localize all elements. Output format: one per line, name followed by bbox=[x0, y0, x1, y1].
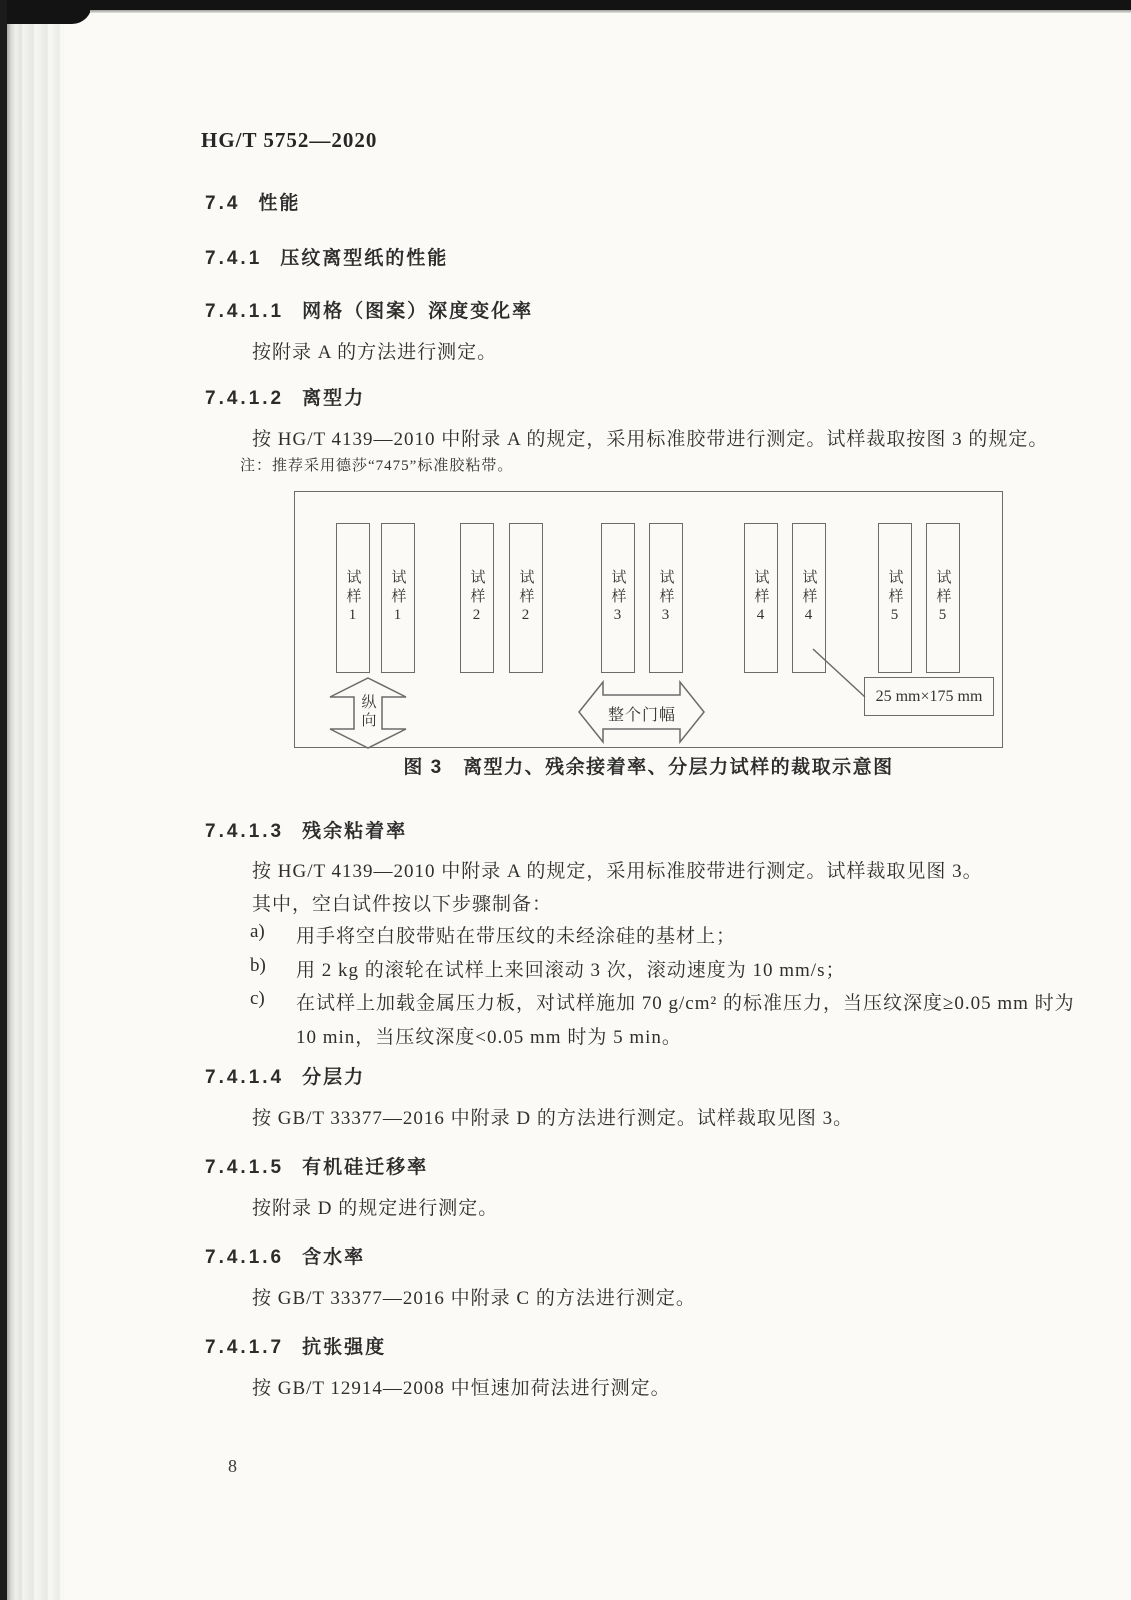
note-line: 注：推荐采用德莎“7475”标准胶粘带。 bbox=[240, 458, 514, 474]
section-title: 含水率 bbox=[302, 1247, 366, 1268]
sample-label: 试样2 bbox=[517, 569, 534, 627]
section-number: 7.4.1.2 bbox=[205, 388, 285, 409]
sample-box bbox=[649, 523, 683, 673]
section-heading-7-4 bbox=[205, 188, 300, 215]
sample-label: 试样1 bbox=[389, 569, 406, 627]
sample-label: 试样5 bbox=[886, 569, 903, 627]
sample-label: 试样2 bbox=[468, 569, 485, 627]
machine-direction-label: 纵向 bbox=[359, 694, 376, 730]
section-title: 抗张强度 bbox=[302, 1337, 387, 1358]
list-item-label: a) bbox=[250, 921, 265, 942]
sample-box bbox=[381, 523, 415, 673]
section-heading-7-4-1-2 bbox=[205, 383, 365, 410]
section-number: 7.4 bbox=[205, 193, 241, 214]
section-number: 7.4.1.4 bbox=[205, 1067, 285, 1088]
section-heading-7-4-1-7 bbox=[205, 1332, 386, 1359]
section-heading-7-4-1-5 bbox=[205, 1152, 428, 1179]
section-heading-7-4-1-3 bbox=[205, 816, 407, 843]
doc-code: HG/T 5752—2020 bbox=[201, 128, 378, 152]
paragraph: 按 GB/T 33377—2016 中附录 C 的方法进行测定。 bbox=[252, 1288, 696, 1309]
section-title: 残余粘着率 bbox=[302, 821, 408, 842]
sample-box bbox=[878, 523, 912, 673]
section-heading-7-4-1-4 bbox=[205, 1062, 365, 1089]
page-number: 8 bbox=[228, 1456, 237, 1476]
section-title: 压纹离型纸的性能 bbox=[280, 248, 449, 269]
section-title: 网格（图案）深度变化率 bbox=[302, 301, 534, 322]
size-callout-text: 25 mm×175 mm bbox=[875, 687, 983, 705]
sample-box bbox=[926, 523, 960, 673]
list-item-label: b) bbox=[250, 955, 266, 976]
section-number: 7.4.1 bbox=[205, 248, 263, 269]
figure-caption: 图 3 离型力、残余接着率、分层力试样的裁取示意图 bbox=[403, 757, 894, 778]
paragraph: 按附录 A 的方法进行测定。 bbox=[252, 342, 498, 363]
sample-label: 试样4 bbox=[800, 569, 817, 627]
sample-box bbox=[792, 523, 826, 673]
section-title: 离型力 bbox=[302, 388, 366, 409]
scan-top-border bbox=[0, 0, 1131, 10]
sample-box bbox=[744, 523, 778, 673]
page-stack-edges bbox=[7, 12, 67, 1600]
paragraph: 按 GB/T 33377—2016 中附录 D 的方法进行测定。试样裁取见图 3。 bbox=[252, 1108, 854, 1129]
sample-label: 试样3 bbox=[657, 569, 674, 627]
section-number: 7.4.1.3 bbox=[205, 821, 285, 842]
list-item-text: 用手将空白胶带贴在带压纹的未经涂硅的基材上； bbox=[296, 926, 737, 947]
paragraph: 按 GB/T 12914—2008 中恒速加荷法进行测定。 bbox=[252, 1378, 671, 1399]
sample-label: 试样5 bbox=[934, 569, 951, 627]
section-number: 7.4.1.6 bbox=[205, 1247, 285, 1268]
section-heading-7-4-1-6 bbox=[205, 1242, 365, 1269]
scan-left-border bbox=[0, 0, 7, 1600]
sample-label: 试样4 bbox=[752, 569, 769, 627]
section-number: 7.4.1.7 bbox=[205, 1337, 285, 1358]
sample-box bbox=[601, 523, 635, 673]
figure-3 bbox=[294, 491, 1003, 748]
page-top-edge bbox=[90, 10, 1131, 13]
paragraph: 按 HG/T 4139—2010 中附录 A 的规定，采用标准胶带进行测定。试样裁取按图 3 的规定。 bbox=[252, 429, 1049, 450]
section-title: 分层力 bbox=[302, 1067, 366, 1088]
full-width-label: 整个门幅 bbox=[607, 707, 676, 724]
list-item-text: 在试样上加载金属压力板，对试样施加 70 g/cm² 的标准压力，当压纹深度≥0.05 mm 时为 bbox=[296, 993, 1075, 1014]
sample-box bbox=[509, 523, 543, 673]
sample-box bbox=[460, 523, 494, 673]
scan-corner-shadow bbox=[0, 0, 92, 24]
size-callout bbox=[864, 677, 994, 716]
sample-label: 试样3 bbox=[609, 569, 626, 627]
section-title: 性能 bbox=[258, 193, 301, 214]
paragraph: 按附录 D 的规定进行测定。 bbox=[252, 1198, 499, 1219]
paragraph: 按 HG/T 4139—2010 中附录 A 的规定，采用标准胶带进行测定。试样裁取见图 3。 bbox=[252, 861, 983, 882]
section-number: 7.4.1.1 bbox=[205, 301, 285, 322]
section-title: 有机硅迁移率 bbox=[302, 1157, 429, 1178]
sample-label: 试样1 bbox=[344, 569, 361, 627]
section-heading-7-4-1 bbox=[205, 243, 448, 270]
paragraph: 其中，空白试件按以下步骤制备： bbox=[252, 894, 553, 915]
sample-box bbox=[336, 523, 370, 673]
section-number: 7.4.1.5 bbox=[205, 1157, 285, 1178]
list-item-text: 用 2 kg 的滚轮在试样上来回滚动 3 次，滚动速度为 10 mm/s； bbox=[296, 960, 846, 981]
section-heading-7-4-1-1 bbox=[205, 296, 533, 323]
list-item-label: c) bbox=[250, 988, 265, 1009]
list-item-text-continued: 10 min，当压纹深度<0.05 mm 时为 5 min。 bbox=[296, 1027, 682, 1048]
